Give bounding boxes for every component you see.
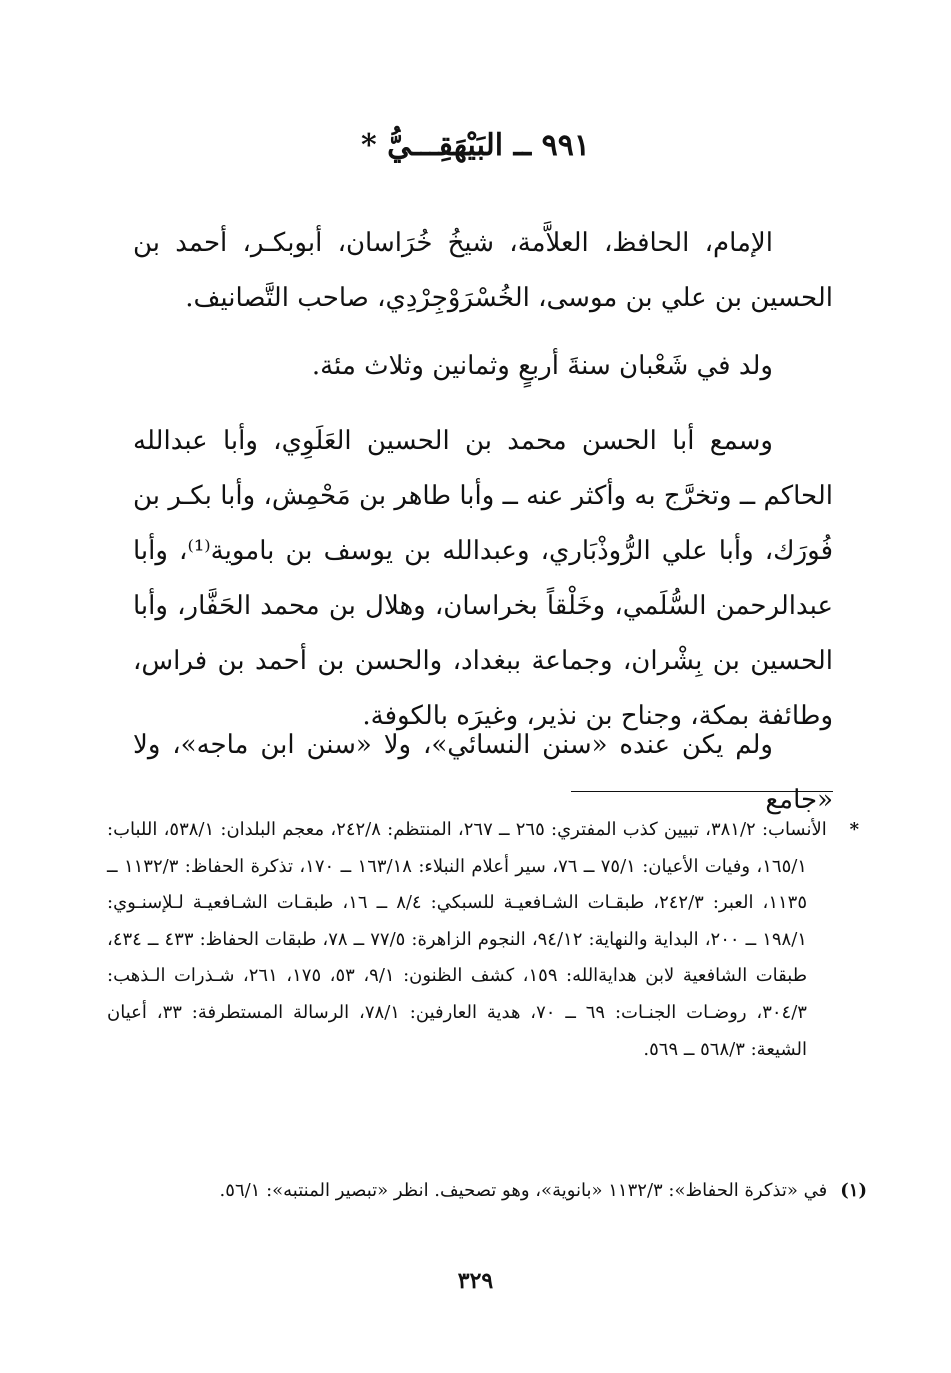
footnote-separator xyxy=(571,791,833,792)
footnote-1: (١) في «تذكرة الحفاظ»: ١١٣٢/٣ «بانوية»، وهو تصحيف. انظر «تبصير المنتبه»: ٥٦/١. xyxy=(219,1180,867,1201)
entry-title: ٩٩١ ــ البَيْهَقِـــيُّ * xyxy=(361,128,590,163)
footnote-sources: * الأنساب: ٣٨١/٢، تبيين كذب المفتري: ٢٦٥ ــ ٢٦٧، المنتظم: ٢٤٢/٨، معجم البلدان: ٥٣٨/١، اللباب: ١٦٥/١، وفيات الأعيان: ٧٥/١ ــ ٧٦، سير أعلام النبلاء: ١٦٣/١٨ ــ ١٧٠، تذكرة الحفاظ: ١١٣٢/٣ ــ ١١٣٥، العبر: ٢٤٢/٣، طبقـات الشـافعيـة للسبكي: ٨/٤ ــ ١٦، طبقـات الشـافعيـة لـلإسنـوي: ١٩٨/١ ــ ٢٠٠، البداية والنهاية: ٩٤/١٢، النجوم الزاهرة: ٧٧/٥ ــ ٧٨، طبقات الحفاظ: ٤٣٣ ــ ٤٣٤، طبقات الشافعية لابن هدايةالله: ١٥٩، كشف الظنون: ٩/١، ٥٣، ١٧٥، ٢٦١، شـذرات الـذهب: ٣٠٤/٣، روضـات الجنـات: ٦٩ ــ ٧٠، هدية العارفين: ٧٨/١، الرسالة المستطرفة: ٣٣، أعيان الشيعة: ٥٦٨/٣ ــ ٥٦٩. xyxy=(107,819,860,1060)
paragraph-intro: الإمام، الحافظ، العلاَّمة، شيخُ خُرَاسان، أبوبكـر، أحمد بن الحسين بن علي بن موسى، الخُسْرَوْجِرْدِي، صاحب التَّصانيف. xyxy=(133,228,833,313)
paragraph-continued: ولم يكن عنده «سنن النسائي»، ولا «سنن ابن ماجه»، ولا «جامع xyxy=(133,730,833,815)
page-number: ٣٢٩ xyxy=(457,1268,494,1294)
paragraph-teachers: وسمع أبا الحسن محمد بن الحسين العَلَوِي، وأبا عبدالله الحاكم ــ وتخرَّج به وأكثر عنه ــ وأبا طاهر بن مَحْمِش، وأبا بكـر بن فُورَك، وأبا علي الرُّوذْبَاري، وعبدالله بن يوسف بن باموية⁽¹⁾، وأبا عبدالرحمن السُّلَمي، وخَلْقاً بخراسان، وهلال بن محمد الحَفَّار، وأبا الحسين بن بِشْران، وجماعة ببغداد، والحسن بن أحمد بن فراس، وطائفة بمكة، وجناح بن نذير، وغيرَه بالكوفة. xyxy=(133,426,834,731)
paragraph-birth: ولد في شَعْبان سنةَ أربعٍ وثمانين وثلاث مئة. xyxy=(311,351,773,381)
footnote-1-text: في «تذكرة الحفاظ»: ١١٣٢/٣ «بانوية»، وهو تصحيف. انظر «تبصير المنتبه»: ٥٦/١. xyxy=(219,1180,828,1201)
footnote-sources-text: الأنساب: ٣٨١/٢، تبيين كذب المفتري: ٢٦٥ ــ ٢٦٧، المنتظم: ٢٤٢/٨، معجم البلدان: ٥٣٨/١، اللباب: ١٦٥/١، وفيات الأعيان: ٧٥/١ ــ ٧٦، سير أعلام النبلاء: ١٦٣/١٨ ــ ١٧٠، تذكرة الحفاظ: ١١٣٢/٣ ــ ١١٣٥، العبر: ٢٤٢/٣، طبقـات الشـافعيـة للسبكي: ٨/٤ ــ ١٦، طبقـات الشـافعيـة لـلإسنـوي: ١٩٨/١ ــ ٢٠٠، البداية والنهاية: ٩٤/١٢، النجوم الزاهرة: ٧٧/٥ ــ ٧٨، طبقات الحفاظ: ٤٣٣ ــ ٤٣٤، طبقات الشافعية لابن هدايةالله: ١٥٩، كشف الظنون: ٩/١، ٥٣، ١٧٥، ٢٦١، شـذرات الـذهب: ٣٠٤/٣، روضـات الجنـات: ٦٩ ــ ٧٠، هدية العارفين: ٧٨/١، الرسالة المستطرفة: ٣٣، أعيان الشيعة: ٥٦٨/٣ ــ ٥٦٩. xyxy=(107,819,827,1060)
